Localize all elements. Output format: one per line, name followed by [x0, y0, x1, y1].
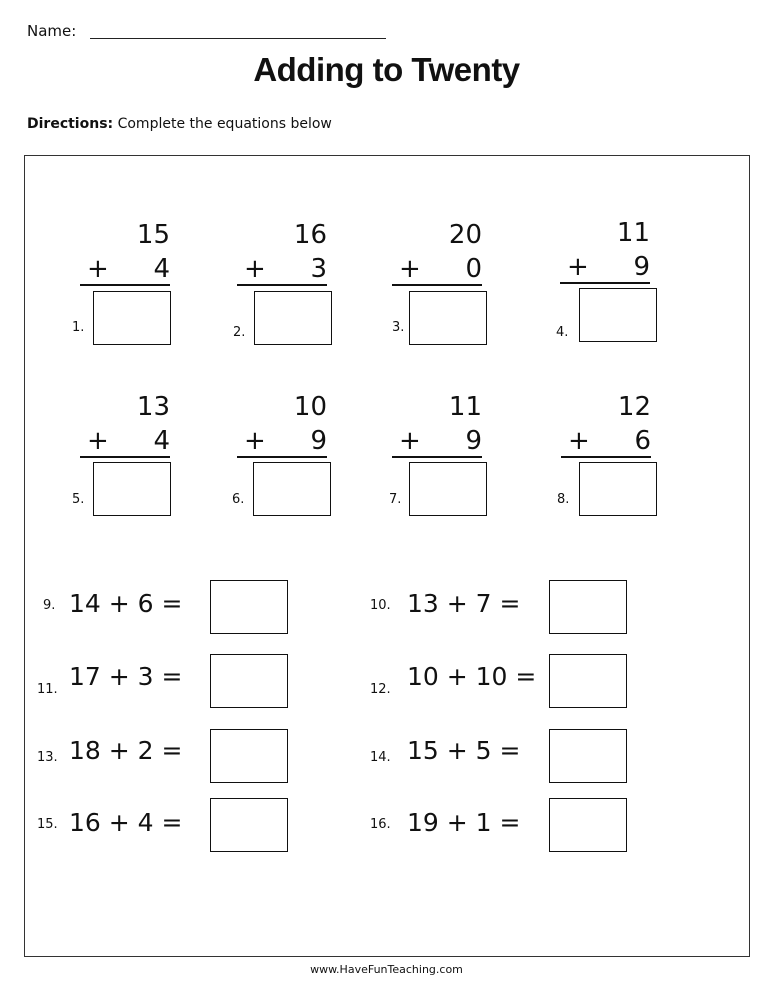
problem-number: 5.	[72, 492, 85, 507]
problem-number: 1.	[72, 320, 85, 335]
answer-box[interactable]	[579, 462, 657, 516]
answer-box[interactable]	[409, 291, 487, 345]
addend-top: 11	[616, 218, 650, 248]
plus-sign: +	[244, 254, 266, 284]
name-label: Name:	[27, 22, 77, 40]
addend-bottom-value: 0	[465, 254, 482, 284]
answer-box[interactable]	[409, 462, 487, 516]
answer-box[interactable]	[549, 729, 627, 783]
addend-top: 20	[448, 220, 482, 250]
problem-number: 4.	[556, 325, 569, 340]
problem-number: 15.	[37, 817, 58, 832]
problem-number: 16.	[370, 817, 391, 832]
equation: 19 + 1 =	[407, 808, 521, 837]
page-title: Adding to Twenty	[253, 51, 520, 88]
addend-top: 16	[293, 220, 327, 250]
addend-bottom-value: 6	[634, 426, 651, 456]
answer-box[interactable]	[579, 288, 657, 342]
answer-box[interactable]	[210, 580, 288, 634]
addend-bottom-value: 3	[310, 254, 327, 284]
equation: 16 + 4 =	[69, 808, 183, 837]
equation: 13 + 7 =	[407, 589, 521, 618]
addend-top: 10	[293, 392, 327, 422]
problem-number: 6.	[232, 492, 245, 507]
plus-sign: +	[568, 426, 590, 456]
answer-box[interactable]	[549, 580, 627, 634]
answer-box[interactable]	[93, 462, 171, 516]
plus-sign: +	[399, 426, 421, 456]
answer-box[interactable]	[93, 291, 171, 345]
equation: 10 + 10 =	[407, 662, 537, 691]
plus-sign: +	[87, 426, 109, 456]
addend-top: 11	[448, 392, 482, 422]
plus-sign: +	[244, 426, 266, 456]
addend-bottom	[80, 426, 170, 458]
answer-box[interactable]	[210, 729, 288, 783]
addend-top: 13	[136, 392, 170, 422]
addend-bottom-value: 4	[153, 254, 170, 284]
problem-number: 8.	[557, 492, 570, 507]
addend-top: 12	[617, 392, 651, 422]
equation: 18 + 2 =	[69, 736, 183, 765]
problem-number: 7.	[389, 492, 402, 507]
plus-sign: +	[567, 252, 589, 282]
directions-text: Complete the equations below	[117, 116, 332, 132]
problem-number: 12.	[370, 682, 391, 697]
equation: 15 + 5 =	[407, 736, 521, 765]
plus-sign: +	[399, 254, 421, 284]
equation: 14 + 6 =	[69, 589, 183, 618]
problem-number: 3.	[392, 320, 405, 335]
addend-bottom	[561, 426, 651, 458]
problem-number: 13.	[37, 750, 58, 765]
problem-number: 10.	[370, 598, 391, 613]
addend-bottom	[237, 426, 327, 458]
answer-box[interactable]	[210, 654, 288, 708]
directions-label: Directions:	[27, 116, 114, 132]
answer-box[interactable]	[254, 291, 332, 345]
problem-number: 9.	[43, 598, 56, 613]
addend-bottom	[392, 254, 482, 286]
footer-url: www.HaveFunTeaching.com	[310, 963, 463, 976]
addend-bottom-value: 9	[465, 426, 482, 456]
addend-bottom-value: 9	[310, 426, 327, 456]
addend-bottom	[392, 426, 482, 458]
problem-number: 11.	[37, 682, 58, 697]
addend-bottom	[80, 254, 170, 286]
answer-box[interactable]	[210, 798, 288, 852]
plus-sign: +	[87, 254, 109, 284]
directions	[27, 116, 332, 132]
answer-box[interactable]	[549, 798, 627, 852]
answer-box[interactable]	[549, 654, 627, 708]
addend-bottom	[560, 252, 650, 284]
problem-number: 2.	[233, 325, 246, 340]
problem-number: 14.	[370, 750, 391, 765]
addend-bottom-value: 9	[633, 252, 650, 282]
addend-bottom-value: 4	[153, 426, 170, 456]
addend-bottom	[237, 254, 327, 286]
equation: 17 + 3 =	[69, 662, 183, 691]
answer-box[interactable]	[253, 462, 331, 516]
addend-top: 15	[136, 220, 170, 250]
name-field[interactable]	[90, 38, 386, 39]
